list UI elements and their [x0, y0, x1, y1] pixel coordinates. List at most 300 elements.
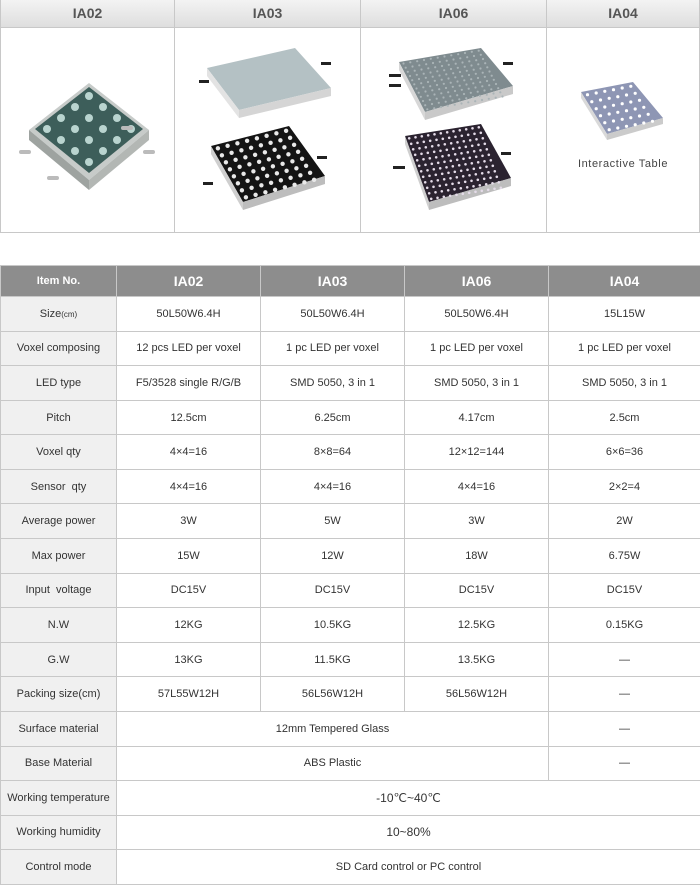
- led-dot: [443, 196, 446, 199]
- table-row: [1, 608, 700, 643]
- led-dot: [461, 61, 463, 63]
- led-dot: [463, 79, 465, 81]
- led-dot: [269, 181, 273, 185]
- led-dot: [263, 150, 267, 154]
- table-row: [1, 850, 700, 885]
- led-dot: [638, 99, 641, 102]
- table-cell: 12.5KG: [405, 608, 549, 643]
- led-dot: [621, 86, 624, 89]
- led-dot: [468, 174, 471, 177]
- led-dot: [485, 166, 488, 169]
- led-dot: [423, 73, 425, 75]
- led-dot: [249, 146, 253, 150]
- table-cell: 13KG: [117, 642, 261, 677]
- led-dot: [446, 149, 449, 152]
- led-dot: [288, 136, 292, 140]
- led-dot: [418, 78, 420, 80]
- led-dot: [599, 114, 602, 117]
- table-row: [1, 781, 700, 816]
- table-cell: —: [549, 642, 700, 677]
- led-dot: [482, 72, 484, 74]
- led-dot: [434, 191, 437, 194]
- led-dot: [492, 92, 494, 94]
- led-dot: [436, 84, 438, 86]
- led-dot: [599, 98, 602, 101]
- ia06-glass-tile-image: [385, 40, 525, 130]
- led-dot: [470, 64, 472, 66]
- led-dot: [497, 87, 499, 89]
- led-dot: [300, 157, 304, 161]
- led-dot: [449, 177, 452, 180]
- led-dot: [621, 118, 624, 121]
- led-dot: [485, 183, 488, 186]
- led-dot: [431, 89, 433, 91]
- table-cell: 57L55W12H: [117, 677, 261, 712]
- table-cell: 50L50W6.4H: [405, 297, 549, 332]
- table-row: [1, 815, 700, 850]
- led-dot: [414, 136, 417, 139]
- led-dot: [477, 161, 480, 164]
- led-dot: [642, 106, 645, 109]
- led-dot: [453, 188, 456, 191]
- led-dot: [432, 76, 434, 78]
- led-dot: [216, 146, 220, 150]
- led-dot: [474, 191, 477, 194]
- led-dot: [438, 74, 440, 76]
- led-dot: [264, 134, 268, 138]
- led-dot: [443, 178, 446, 181]
- led-dot: [421, 135, 424, 138]
- led-dot: [452, 130, 455, 133]
- led-dot: [286, 152, 290, 156]
- led-dot: [290, 159, 294, 163]
- row-label-nw: N.W: [1, 608, 117, 643]
- led-dot: [458, 98, 460, 100]
- spec-table: [0, 265, 700, 885]
- led-dot: [436, 70, 438, 72]
- led-dot: [228, 167, 232, 171]
- led-dot: [422, 176, 425, 179]
- size-unit: (cm): [61, 309, 78, 319]
- led-dot: [464, 52, 466, 54]
- column-header-ia06: IA06: [405, 266, 549, 297]
- led-dot: [422, 86, 424, 88]
- led-dot: [462, 193, 465, 196]
- led-dot: [465, 128, 468, 131]
- led-dot: [420, 153, 423, 156]
- led-dot: [501, 95, 503, 97]
- led-dot: [407, 71, 409, 73]
- led-dot: [480, 132, 483, 135]
- led-dot: [612, 119, 615, 122]
- led-dot: [478, 126, 481, 129]
- led-dot: [272, 148, 276, 152]
- gallery-column-ia03: [175, 0, 361, 233]
- table-cell: 50L50W6.4H: [117, 297, 261, 332]
- led-dot: [603, 121, 606, 124]
- table-row: [1, 711, 700, 746]
- led-dot: [471, 51, 473, 53]
- led-dot: [491, 182, 494, 185]
- led-dot: [473, 55, 475, 57]
- led-dot: [464, 181, 467, 184]
- led-dot: [486, 94, 488, 96]
- led-dot: [475, 73, 477, 75]
- table-row: [1, 746, 700, 781]
- table-cell-merged: 12mm Tempered Glass: [117, 711, 549, 746]
- led-dot: [431, 163, 434, 166]
- row-label-size: Size(cm): [1, 297, 117, 332]
- led-dot: [292, 183, 296, 187]
- table-cell: 2.5cm: [549, 400, 700, 435]
- table-row: [1, 573, 700, 608]
- led-dot: [427, 95, 429, 97]
- led-dot: [608, 112, 611, 115]
- led-dot: [487, 189, 490, 192]
- table-cell: 13.5KG: [405, 642, 549, 677]
- led-dot: [273, 188, 277, 192]
- led-dot: [457, 53, 459, 55]
- led-dot: [243, 155, 247, 159]
- led-dot: [448, 64, 450, 66]
- led-dot: [462, 175, 465, 178]
- gallery-header: IA04: [547, 0, 699, 28]
- led-dot: [263, 190, 267, 194]
- led-dot: [443, 55, 445, 57]
- led-dot: [475, 156, 478, 159]
- led-dot: [603, 90, 606, 93]
- led-dot: [414, 154, 417, 157]
- table-cell: 15W: [117, 539, 261, 574]
- led-dot: [468, 60, 470, 62]
- led-dot: [427, 67, 429, 69]
- led-dot: [466, 169, 469, 172]
- led-dot: [482, 58, 484, 60]
- led-dot: [451, 99, 453, 101]
- led-dot: [308, 171, 312, 175]
- led-dot: [625, 109, 628, 112]
- led-dot: [279, 178, 283, 182]
- led-dot: [445, 73, 447, 75]
- led-dot: [454, 136, 457, 139]
- led-dot: [447, 91, 449, 93]
- led-dot: [642, 121, 645, 124]
- led-dot: [467, 101, 469, 103]
- table-cell: —: [549, 746, 700, 781]
- led-dot: [425, 146, 428, 149]
- led-dot: [265, 174, 269, 178]
- row-label-working-humidity: Working humidity: [1, 815, 117, 850]
- led-dot: [433, 93, 435, 95]
- led-dot: [434, 80, 436, 82]
- led-dot: [481, 99, 483, 101]
- led-dot: [603, 105, 606, 108]
- table-row: [1, 642, 700, 677]
- led-dot: [422, 158, 425, 161]
- led-dot: [490, 159, 493, 162]
- led-dot: [235, 141, 239, 145]
- led-dot: [442, 138, 445, 141]
- led-dot: [616, 95, 619, 98]
- table-cell: —: [549, 711, 700, 746]
- led-dot: [482, 137, 485, 140]
- led-dot: [261, 167, 265, 171]
- row-label-average-power: Average power: [1, 504, 117, 539]
- led-dot: [612, 88, 615, 91]
- led-dot: [612, 104, 615, 107]
- led-dot: [423, 59, 425, 61]
- led-dot: [441, 190, 444, 193]
- led-dot: [483, 160, 486, 163]
- row-label-working-temperature: Working temperature: [1, 781, 117, 816]
- led-dot: [236, 181, 240, 185]
- led-dot: [454, 153, 457, 156]
- led-dot: [225, 144, 229, 148]
- table-row: [1, 677, 700, 712]
- led-dot: [414, 70, 416, 72]
- led-dot: [477, 63, 479, 65]
- led-dot: [440, 132, 443, 135]
- led-dot: [447, 189, 450, 192]
- table-cell: SMD 5050, 3 in 1: [261, 366, 405, 401]
- led-dot: [629, 100, 632, 103]
- led-dot: [292, 143, 296, 147]
- led-dot: [454, 90, 456, 92]
- led-dot: [634, 123, 637, 126]
- led-dot: [467, 151, 470, 154]
- led-dot: [294, 166, 298, 170]
- led-dot: [466, 186, 469, 189]
- table-cell: 4×4=16: [261, 469, 405, 504]
- table-row: [1, 400, 700, 435]
- row-label-gw: G.W: [1, 642, 117, 677]
- led-dot: [415, 87, 417, 89]
- table-cell: 12.5cm: [117, 400, 261, 435]
- led-dot: [456, 159, 459, 162]
- led-dot: [427, 152, 430, 155]
- led-dot: [429, 140, 432, 143]
- led-dot: [298, 173, 302, 177]
- led-dot: [411, 79, 413, 81]
- led-dot: [448, 137, 451, 140]
- led-dot: [463, 140, 466, 143]
- table-cell: 12KG: [117, 608, 261, 643]
- table-cell-merged: SD Card control or PC control: [117, 850, 700, 885]
- led-dot: [475, 138, 478, 141]
- led-dot: [271, 164, 275, 168]
- led-dot: [586, 93, 589, 96]
- led-dot: [428, 192, 431, 195]
- led-dot: [409, 61, 411, 63]
- led-dot: [487, 171, 490, 174]
- gallery-header: IA02: [1, 0, 174, 28]
- led-dot: [447, 172, 450, 175]
- led-dot: [438, 88, 440, 90]
- led-dot: [469, 139, 472, 142]
- row-label-packing-size: Packing size(cm): [1, 677, 117, 712]
- led-dot: [472, 185, 475, 188]
- led-dot: [473, 168, 476, 171]
- led-dot: [439, 167, 442, 170]
- table-cell: 1 pc LED per voxel: [261, 331, 405, 366]
- led-dot: [427, 134, 430, 137]
- led-dot: [473, 69, 475, 71]
- led-dot: [402, 62, 404, 64]
- led-dot: [416, 74, 418, 76]
- led-dot: [473, 133, 476, 136]
- led-dot: [488, 154, 491, 157]
- led-dot: [608, 97, 611, 100]
- led-dot: [435, 174, 438, 177]
- table-cell: 15L15W: [549, 297, 700, 332]
- led-dot: [470, 78, 472, 80]
- led-dot: [249, 186, 253, 190]
- led-dot: [471, 162, 474, 165]
- table-cell: 56L56W12H: [261, 677, 405, 712]
- led-dot: [267, 157, 271, 161]
- led-dot: [450, 68, 452, 70]
- table-row: [1, 539, 700, 574]
- led-dot: [457, 67, 459, 69]
- table-cell: DC15V: [261, 573, 405, 608]
- led-dot: [447, 77, 449, 79]
- table-cell: 12×12=144: [405, 435, 549, 470]
- led-dot: [239, 148, 243, 152]
- led-dot: [483, 89, 485, 91]
- led-dot: [441, 155, 444, 158]
- led-dot: [461, 89, 463, 91]
- led-dot: [428, 175, 431, 178]
- led-dot: [413, 83, 415, 85]
- led-dot: [488, 98, 490, 100]
- led-dot: [495, 83, 497, 85]
- table-cell: 3W: [117, 504, 261, 539]
- ia06-led-tile-image: [389, 122, 524, 222]
- table-row: [1, 331, 700, 366]
- led-dot: [416, 60, 418, 62]
- led-dot: [446, 60, 448, 62]
- table-cell: 12W: [261, 539, 405, 574]
- led-dot: [444, 143, 447, 146]
- table-cell: DC15V: [117, 573, 261, 608]
- led-dot: [625, 93, 628, 96]
- gallery-column-ia02: [0, 0, 175, 233]
- led-dot: [448, 154, 451, 157]
- led-dot: [424, 164, 427, 167]
- led-dot: [460, 102, 462, 104]
- led-dot: [430, 180, 433, 183]
- led-dot: [638, 114, 641, 117]
- led-dot: [484, 62, 486, 64]
- table-header-row: [1, 266, 700, 297]
- led-dot: [462, 158, 465, 161]
- led-dot: [284, 169, 288, 173]
- led-dot: [429, 71, 431, 73]
- led-dot: [438, 102, 440, 104]
- led-dot: [595, 107, 598, 110]
- led-dot: [445, 101, 447, 103]
- led-dot: [496, 176, 499, 179]
- led-dot: [477, 179, 480, 182]
- led-dot: [489, 177, 492, 180]
- led-dot: [412, 148, 415, 151]
- led-dot: [500, 187, 503, 190]
- led-dot: [274, 131, 278, 135]
- led-dot: [443, 83, 445, 85]
- led-dot: [629, 85, 632, 88]
- led-dot: [416, 142, 419, 145]
- led-dot: [255, 176, 259, 180]
- led-dot: [431, 145, 434, 148]
- led-dot: [492, 165, 495, 168]
- led-dot: [458, 182, 461, 185]
- ia03-led-tile-image: [203, 124, 333, 224]
- led-dot: [449, 195, 452, 198]
- led-dot: [486, 148, 489, 151]
- led-dot: [433, 151, 436, 154]
- led-dot: [426, 108, 428, 110]
- led-dot: [455, 194, 458, 197]
- gallery-header: IA03: [175, 0, 360, 28]
- led-dot: [434, 66, 436, 68]
- led-dot: [491, 75, 493, 77]
- led-dot: [433, 168, 436, 171]
- led-dot: [468, 88, 470, 90]
- led-dot: [224, 160, 228, 164]
- led-dot: [472, 82, 474, 84]
- led-dot: [481, 155, 484, 158]
- led-dot: [296, 150, 300, 154]
- led-dot: [253, 193, 257, 197]
- led-dot: [440, 92, 442, 94]
- table-cell: 6.75W: [549, 539, 700, 574]
- column-header-ia04: IA04: [549, 266, 700, 297]
- led-dot: [454, 76, 456, 78]
- led-dot: [454, 104, 456, 106]
- ia04-table-image: [577, 78, 667, 148]
- led-dot: [437, 57, 439, 59]
- led-dot: [460, 152, 463, 155]
- led-dot: [247, 162, 251, 166]
- led-dot: [409, 75, 411, 77]
- led-dot: [493, 79, 495, 81]
- row-label-led-type: LED type: [1, 366, 117, 401]
- table-cell-merged: -10℃~40℃: [117, 781, 700, 816]
- led-dot: [253, 153, 257, 157]
- led-dot: [437, 144, 440, 147]
- led-dot: [479, 167, 482, 170]
- led-dot: [461, 135, 464, 138]
- table-cell: 8×8=64: [261, 435, 405, 470]
- table-row: [1, 297, 700, 332]
- led-dot: [436, 197, 439, 200]
- led-dot: [450, 54, 452, 56]
- led-dot: [483, 178, 486, 181]
- table-cell: SMD 5050, 3 in 1: [405, 366, 549, 401]
- led-dot: [425, 77, 427, 79]
- led-dot: [245, 179, 249, 183]
- row-label-input-voltage: Input voltage: [1, 573, 117, 608]
- led-dot: [625, 125, 628, 128]
- led-dot: [465, 83, 467, 85]
- led-dot: [441, 79, 443, 81]
- led-dot: [259, 183, 263, 187]
- led-dot: [495, 97, 497, 99]
- table-cell: 2×2=4: [549, 469, 700, 504]
- led-dot: [460, 187, 463, 190]
- table-row: [1, 469, 700, 504]
- led-dot: [244, 195, 248, 199]
